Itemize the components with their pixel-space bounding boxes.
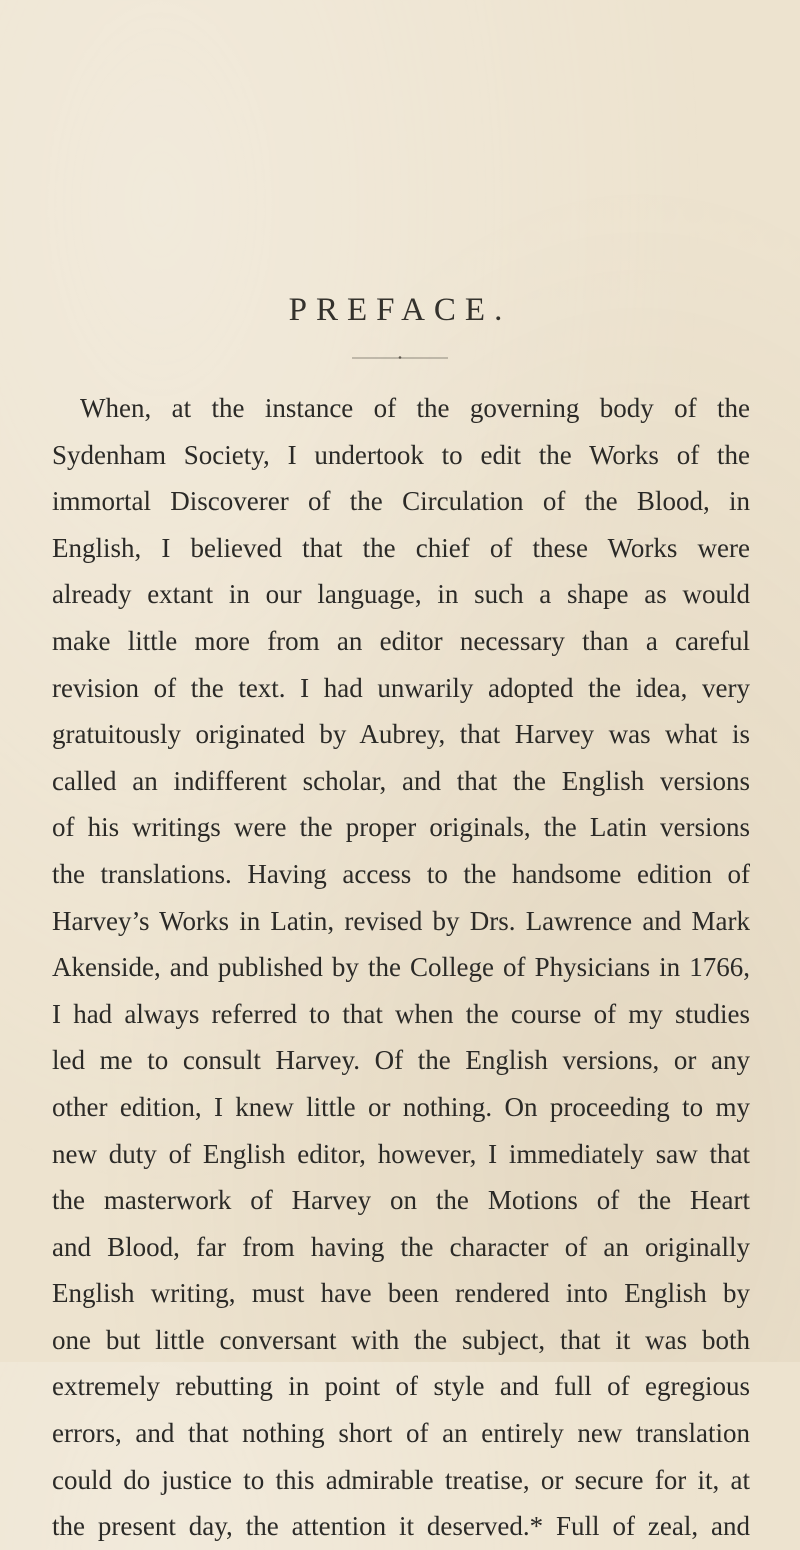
text-line: Harvey’s Works in Latin, revised by Drs. Lawrence and Mark <box>52 905 750 936</box>
text-line: Akenside, and published by the College of Physicians in 1766, <box>52 952 750 983</box>
text-line: revision of the text. I had unwarily adopted the idea, very <box>52 672 750 703</box>
text-line: the translations. Having access to the handsome edition of <box>52 858 750 889</box>
title-ornament-rule <box>350 353 450 363</box>
text-line: new duty of English editor, however, I immediately saw that <box>52 1138 750 1169</box>
text-line: led me to consult Harvey. Of the English versions, or any <box>52 1045 750 1076</box>
text-line: the masterwork of Harvey on the Motions of the Heart <box>52 1185 750 1216</box>
text-line: extremely rebutting in point of style and full of egregious <box>52 1371 750 1402</box>
text-line: the present day, the attention it deserved.* Full of zeal, and <box>52 1511 750 1542</box>
text-line: errors, and that nothing short of an entirely new translation <box>52 1418 750 1449</box>
text-line: called an indifferent scholar, and that the English versions <box>52 765 750 796</box>
text-line: and Blood, far from having the character of an originally <box>52 1231 750 1262</box>
text-line: immortal Discoverer of the Circulation of the Blood, in <box>52 486 750 517</box>
text-line: Sydenham Society, I undertook to edit the Works of the <box>52 439 750 470</box>
text-line: English, I believed that the chief of these Works were <box>52 532 750 563</box>
text-line: of his writings were the proper originals, the Latin versions <box>52 812 750 843</box>
text-line: English writing, must have been rendered into English by <box>52 1278 750 1309</box>
text-line: could do justice to this admirable treatise, or secure for it, at <box>52 1464 750 1495</box>
text-line: When, at the instance of the governing body of the <box>80 393 750 423</box>
text-line: I had always referred to that when the course of my studies <box>52 998 750 1029</box>
text-line: one but little conversant with the subject, that it was both <box>52 1324 750 1355</box>
text-line: other edition, I knew little or nothing. On proceeding to my <box>52 1091 750 1122</box>
text-line: make little more from an editor necessary than a careful <box>52 625 750 656</box>
text-line: gratuitously originated by Aubrey, that Harvey was what is <box>52 719 750 750</box>
text-line: already extant in our language, in such a shape as would <box>52 579 750 610</box>
preface-body <box>52 385 750 1550</box>
page-title: PREFACE. <box>288 292 512 328</box>
